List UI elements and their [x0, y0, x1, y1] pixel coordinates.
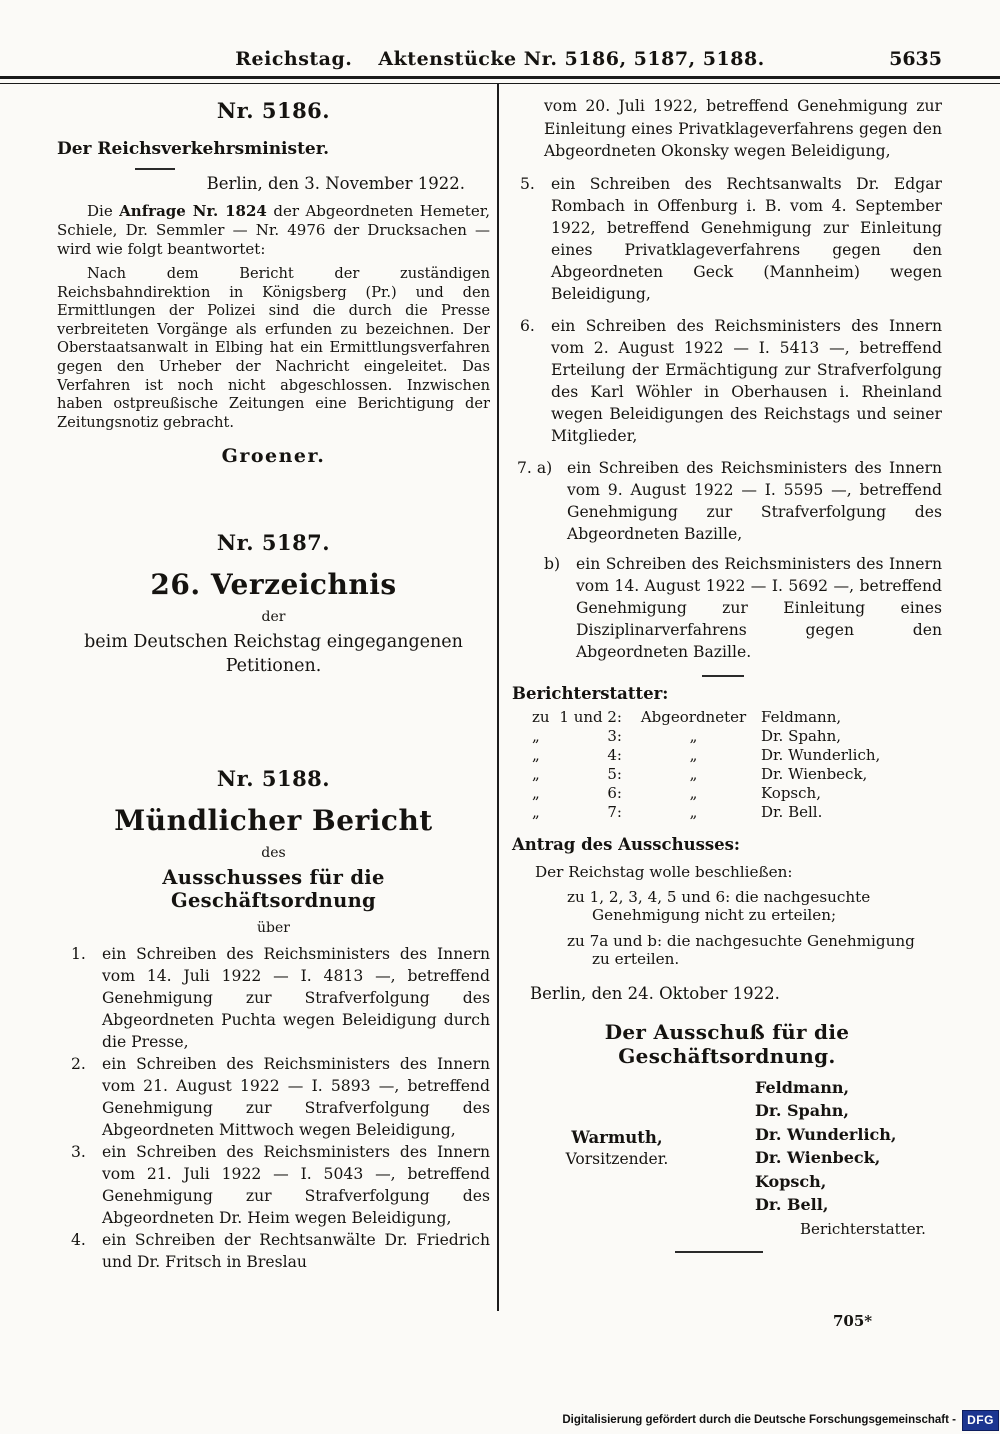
doc-5186-body: Nach dem Bericht der zuständigen Reichsbahndirektion in Königsberg (Pr.) und den Ermittlungen der Polizei sind die durch die Presse verbreiteten Vorgänge als erfunden zu bezeichnen. Der Oberstaatsanwalt in Elbing hat ein Ermittlungsverfahren gegen den Urheber der Nachricht eingeleitet. Das Verfahren ist noch nicht abgeschlossen. Inzwischen haben ostpreußische Zeitungen eine Berichtigung der Zeitungsnotiz gebracht. — [57, 265, 490, 431]
list-item — [71, 1141, 490, 1229]
separator-dash — [135, 168, 175, 170]
table-row — [532, 746, 942, 765]
row-mark: „ — [532, 726, 540, 745]
doc-5187-title: 26. Verzeichnis — [150, 568, 397, 602]
berichterstatter-table — [532, 708, 942, 822]
list-item — [71, 1229, 490, 1273]
list-item-number: 4. — [71, 1231, 86, 1250]
list-item — [544, 553, 942, 663]
doc-5186-dateline: Berlin, den 3. November 1922. — [206, 174, 465, 193]
reporter-name: Feldmann, — [755, 1077, 850, 1097]
row-role: „ — [689, 783, 698, 802]
doc-5188-sub1: des — [261, 845, 286, 862]
antrag-dateline: Berlin, den 24. Oktober 1922. — [530, 983, 780, 1003]
row-mark: „ — [532, 783, 540, 802]
doc-5186-number: Nr. 5186. — [216, 98, 331, 123]
row-role: „ — [689, 726, 698, 745]
column-divider — [497, 83, 499, 1311]
running-title — [0, 48, 1000, 70]
running-title-issue: Aktenstücke Nr. 5186, 5187, 5188. — [378, 48, 765, 70]
row-name: Dr. Bell. — [761, 802, 823, 821]
doc-5188-title: Mündlicher Bericht — [114, 804, 433, 838]
table-row — [532, 708, 942, 727]
table-row — [532, 765, 942, 784]
list-item-text: ein Schreiben des Reichsministers des Innern vom 21. August 1922 — I. 5893 —, betreffend Genehmigung zur Strafverfolgung des Abgeordneten Mittwoch wegen Beleidigung, — [102, 1055, 490, 1140]
running-title-journal: Reichstag. — [235, 48, 353, 70]
list-item-text: ein Schreiben des Reichsministers des Innern vom 14. August 1922 — I. 5692 —, betreffend Genehmigung zur Einleitung eines Disziplinarverfahrens gegen den Abgeordneten Bazille. — [576, 554, 942, 661]
chairman-signature — [562, 1128, 672, 1168]
list-item-text: ein Schreiben des Reichsministers des Innern vom 2. August 1922 — I. 5413 —, betreffend Erteilung der Ermächtigung zur Strafverfolgung des Karl Wöhler in Oberhausen i. Rheinland wegen Beleidigungen des Reichstags und seiner Mitglieder, — [551, 316, 942, 445]
page-header — [0, 48, 1000, 76]
list-item-number: 5. — [520, 174, 535, 193]
list-item-text: vom 20. Juli 1922, betreffend Genehmigung zur Einleitung eines Privatklageverfahrens gegen den Abgeordneten Okonsky wegen Beleidigung, — [544, 97, 942, 160]
antrag-intro: Der Reichstag wolle beschließen: — [535, 862, 793, 881]
list-item-text: ein Schreiben des Reichsministers des Innern vom 21. Juli 1922 — I. 5043 —, betreffend Genehmigung zur Strafverfolgung des Abgeordneten Dr. Heim wegen Beleidigung, — [102, 1143, 490, 1228]
list-item-number: 3. — [71, 1143, 86, 1162]
sheet-number: 705* — [833, 1312, 873, 1330]
doc-5188-number: Nr. 5188. — [216, 766, 331, 792]
list-item-4-continuation — [544, 95, 942, 163]
separator-dash — [675, 1251, 763, 1253]
reporter-name: Dr. Wienbeck, — [755, 1148, 881, 1168]
row-mark: „ — [532, 745, 540, 764]
reporter-signatures — [755, 1076, 926, 1238]
antrag-point: zu 1, 2, 3, 4, 5 und 6: die nachgesuchte Genehmigung nicht zu erteilen; — [567, 887, 871, 925]
separator-dash — [702, 675, 744, 677]
table-row — [532, 784, 942, 803]
left-column — [57, 88, 490, 1273]
doc-5186-sender: Der Reichsverkehrsminister. — [57, 139, 330, 159]
dfg-logo: DFG — [962, 1410, 999, 1431]
intro-anfrage-bold: Anfrage Nr. 1824 — [119, 202, 267, 220]
list-item-number: b) — [544, 554, 561, 573]
list-item-number: 2. — [71, 1055, 86, 1074]
reporter-name: Dr. Bell, — [755, 1195, 829, 1215]
list-item — [520, 173, 942, 305]
row-role: „ — [689, 764, 698, 783]
reporter-role: Berichterstatter. — [800, 1219, 926, 1238]
doc-5188-committee-title: Ausschusses für die Geschäftsordnung — [162, 866, 385, 913]
antrag-heading: Antrag des Ausschusses: — [512, 834, 741, 854]
row-role: Abgeordneter — [640, 707, 747, 726]
signature-block — [512, 1076, 942, 1251]
digitization-footer — [0, 1406, 1000, 1434]
page-number: 5635 — [889, 48, 942, 70]
row-mark: „ — [532, 802, 540, 821]
doc-5187-number: Nr. 5187. — [216, 530, 331, 556]
doc-5186-signature: Groener. — [221, 445, 326, 468]
intro-pre: Die — [87, 202, 120, 220]
closing-committee: Der Ausschuß für die Geschäftsordnung. — [604, 1019, 850, 1068]
row-role: „ — [689, 745, 698, 764]
doc-5186-intro — [57, 202, 490, 259]
list-item-number: 6. — [520, 316, 535, 335]
intro-post: der Abgeordneten Hemeter, Schiele, Dr. Semmler — Nr. 4976 der Drucksachen — wird wie folgt beantwortet: — [57, 202, 490, 258]
list-item — [517, 457, 942, 545]
reporter-name: Kopsch, — [755, 1171, 827, 1191]
row-name: Kopsch, — [761, 783, 821, 802]
row-name: Dr. Wienbeck, — [761, 764, 868, 783]
doc-5187-sub2: beim Deutschen Reichstag eingegangenen Petitionen. — [84, 632, 463, 677]
doc-5187-sub1: der — [261, 609, 286, 626]
row-ref: 6: — [607, 783, 622, 802]
row-mark: zu — [532, 707, 550, 726]
list-item — [520, 315, 942, 447]
row-role: „ — [689, 802, 698, 821]
berichterstatter-heading: Berichterstatter: — [512, 683, 669, 703]
row-ref: 1 und 2: — [559, 707, 622, 726]
digitization-credit: Digitalisierung gefördert durch die Deutsche Forschungsgemeinschaft - — [562, 1414, 956, 1426]
list-item-text: ein Schreiben der Rechtsanwälte Dr. Friedrich und Dr. Fritsch in Breslau — [102, 1231, 490, 1272]
list-item — [71, 1053, 490, 1141]
header-rule — [0, 76, 1000, 84]
chairman-name: Warmuth, — [571, 1127, 663, 1147]
reporter-name: Dr. Wunderlich, — [755, 1124, 897, 1144]
doc-5188-sub3: über — [257, 920, 290, 937]
row-ref: 7: — [607, 802, 622, 821]
row-name: Feldmann, — [761, 707, 842, 726]
list-item-text: ein Schreiben des Reichsministers des Innern vom 9. August 1922 — I. 5595 —, betreffend Genehmigung zur Strafverfolgung des Abgeordneten Bazille, — [567, 458, 942, 543]
list-item-number: 7. a) — [517, 458, 553, 477]
row-name: Dr. Spahn, — [761, 726, 841, 745]
table-row — [532, 803, 942, 822]
row-name: Dr. Wunderlich, — [761, 745, 881, 764]
list-item-text: ein Schreiben des Rechtsanwalts Dr. Edgar Rombach in Offenburg i. B. vom 4. September 1922, betreffend Genehmigung zur Einleitung eines Privatklageverfahrens gegen den Abgeordneten Geck (Mannheim) wegen Beleidigung, — [551, 174, 942, 303]
right-column — [512, 88, 942, 1253]
item-list-left — [57, 943, 490, 1273]
list-item-text: ein Schreiben des Reichsministers des Innern vom 14. Juli 1922 — I. 4813 —, betreffend Genehmigung zur Strafverfolgung des Abgeordneten Puchta wegen Beleidigung durch die Presse, — [102, 945, 490, 1052]
antrag-point: zu 7a und b: die nachgesuchte Genehmigung zu erteilen. — [567, 931, 915, 969]
row-mark: „ — [532, 764, 540, 783]
list-item-number: 1. — [71, 945, 86, 964]
chairman-role: Vorsitzender. — [565, 1149, 669, 1168]
table-row — [532, 727, 942, 746]
row-ref: 3: — [607, 726, 622, 745]
reporter-name: Dr. Spahn, — [755, 1101, 849, 1121]
row-ref: 5: — [607, 764, 622, 783]
list-item — [71, 943, 490, 1053]
row-ref: 4: — [607, 745, 622, 764]
